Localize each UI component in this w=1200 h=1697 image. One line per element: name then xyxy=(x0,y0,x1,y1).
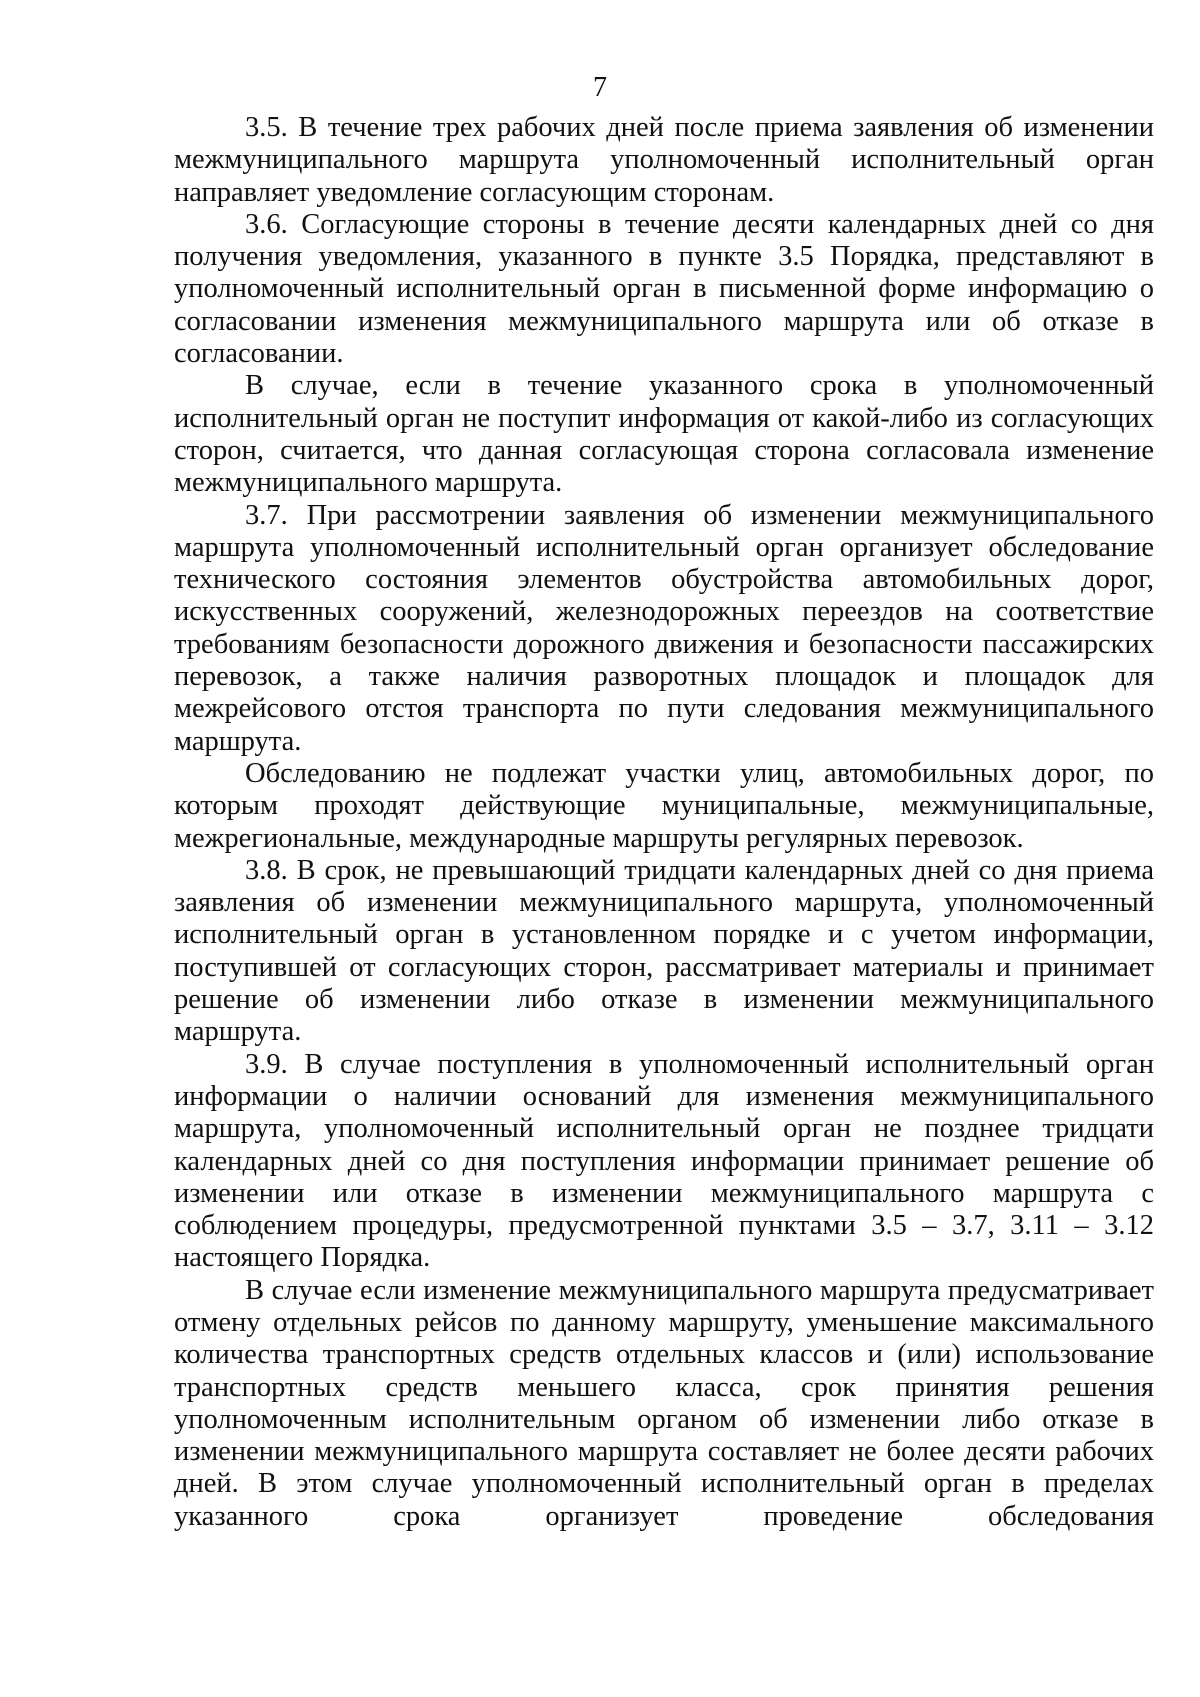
paragraph-3-7-note: Обследованию не подлежат участки улиц, автомобильных дорог, по которым проходят действующие муниципальные, межмуниципальные, межрегиональные, международные маршруты регулярных перевозок. xyxy=(174,757,1154,854)
paragraph-3-6-note: В случае, если в течение указанного срока в уполномоченный исполнительный орган не поступит информация от какой-либо из согласующих сторон, считается, что данная согласующая сторона согласовала изменение межмуниципального маршрута. xyxy=(174,370,1154,499)
paragraph-3-8: 3.8. В срок, не превышающий тридцати календарных дней со дня приема заявления об изменении межмуниципального маршрута, уполномоченный исполнительный орган в установленном порядке и с учетом информации, поступившей от согласующих сторон, рассматривает материалы и принимает решение об изменении либо отказе в изменении межмуниципального маршрута. xyxy=(174,854,1154,1048)
paragraph-3-9: 3.9. В случае поступления в уполномоченный исполнительный орган информации о наличии оснований для изменения межмуниципального маршрута, уполномоченный исполнительный орган не позднее тридцати календарных дней со дня поступления информации принимает решение об изменении или отказе в изменении межмуниципального маршрута с соблюдением процедуры, предусмотренной пунктами 3.5 – 3.7, 3.11 – 3.12 настоящего Порядка. xyxy=(174,1048,1154,1274)
paragraph-3-5: 3.5. В течение трех рабочих дней после приема заявления об изменении межмуниципального маршрута уполномоченный исполнительный орган направляет уведомление согласующим сторонам. xyxy=(174,112,1154,208)
paragraph-3-7: 3.7. При рассмотрении заявления об изменении межмуниципального маршрута уполномоченный исполнительный орган организует обследование технического состояния элементов обустройства автомобильных дорог, искусственных сооружений, железнодорожных переездов на соответствие требованиям безопасности дорожного движения и безопасности пассажирских перевозок, а также наличия разворотных площадок и площадок для межрейсового отстоя транспорта по пути следования межмуниципального маршрута. xyxy=(174,499,1154,757)
document-body xyxy=(174,112,1154,1533)
paragraph-3-6: 3.6. Согласующие стороны в течение десяти календарных дней со дня получения уведомления, указанного в пункте 3.5 Порядка, представляют в уполномоченный исполнительный орган в письменной форме информацию о согласовании изменения межмуниципального маршрута или об отказе в согласовании. xyxy=(174,208,1154,370)
paragraph-3-9-note: В случае если изменение межмуниципального маршрута предусматривает отмену отдельных рейсов по данному маршруту, уменьшение максимального количества транспортных средств отдельных классов и (или) использование транспортных средств меньшего класса, срок принятия решения уполномоченным исполнительным органом об изменении либо отказе в изменении межмуниципального маршрута составляет не более десяти рабочих дней. В этом случае уполномоченный исполнительный орган в пределах указанного срока организует проведение обследования xyxy=(174,1274,1154,1532)
page-number: 7 xyxy=(593,72,607,103)
